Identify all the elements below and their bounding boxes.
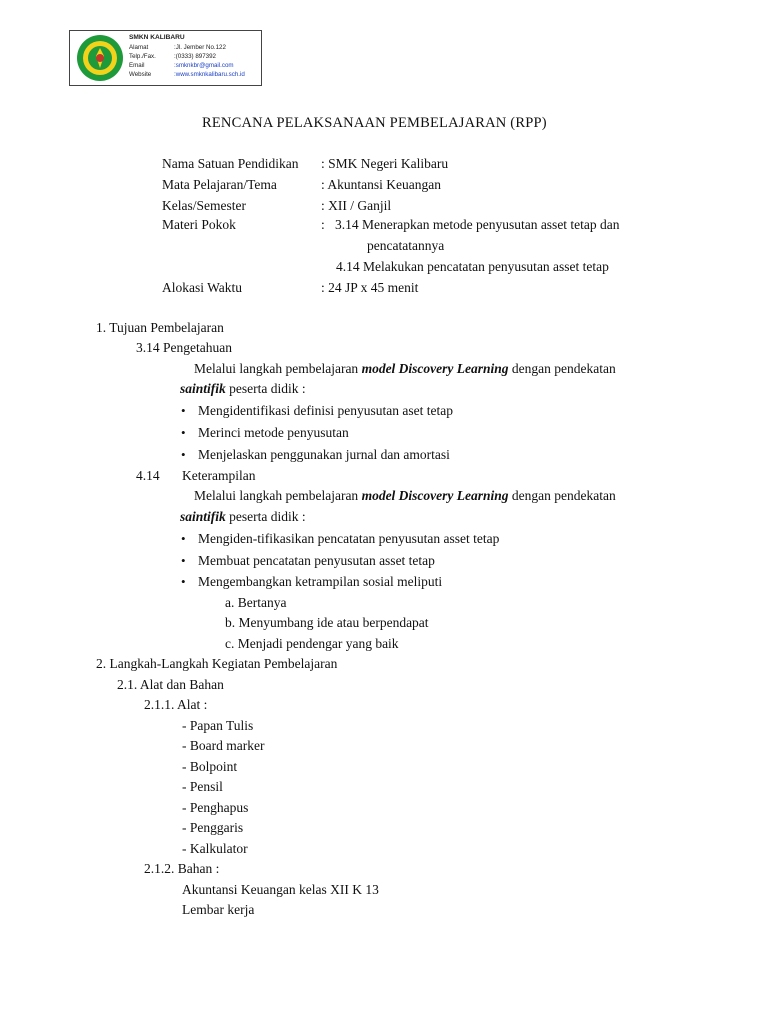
keterampilan-intro (194, 489, 616, 503)
list-item: - Pensil (182, 779, 223, 794)
materi-line-1: 3.14 Menerapkan metode penyusutan asset tetap dan (335, 217, 620, 232)
list-item: - Penghapus (182, 800, 249, 815)
list-item: • Menjelaskan penggunakan jurnal dan amortasi (198, 448, 450, 462)
mapel-label: Mata Pelajaran/Tema (162, 177, 277, 192)
saintifik-word: saintifik (180, 509, 226, 524)
intro-method: model Discovery Learning (361, 361, 509, 376)
alat-heading: 2.1.1. Alat : (144, 697, 208, 712)
peserta-text: peserta didik : (225, 509, 306, 524)
pengetahuan-intro (194, 362, 616, 376)
list-item: • Mengiden-tifikasikan pencatatan penyusutan asset tetap (198, 532, 499, 546)
materi-line-3: 4.14 Melakukan pencatatan penyusutan asset tetap (336, 259, 609, 274)
list-item: - Penggaris (182, 820, 244, 835)
intro-text-pre: Melalui langkah pembelajaran (194, 488, 362, 503)
website-link[interactable]: :www.smknkalibaru.sch.id (174, 71, 245, 78)
intro-text-post: dengan pendekatan (508, 488, 616, 503)
saintifik-word: saintifik (180, 381, 226, 396)
keterampilan-number: 4.14 (136, 468, 160, 483)
pengetahuan-saintifik-line (180, 382, 306, 396)
school-name: SMKN KALIBARU (129, 34, 185, 41)
intro-method: model Discovery Learning (361, 488, 509, 503)
bahan-heading: 2.1.2. Bahan : (144, 861, 220, 876)
school-logo-icon (76, 34, 124, 82)
pengetahuan-heading: 3.14 Pengetahuan (136, 340, 232, 355)
page-title: RENCANA PELAKSANAAN PEMBELAJARAN (RPP) (202, 115, 547, 131)
intro-text-post: dengan pendekatan (508, 361, 616, 376)
list-item: • Merinci metode penyusutan (198, 426, 349, 440)
mapel-value: : Akuntansi Keuangan (321, 177, 441, 192)
list-item: • Membuat pencatatan penyusutan asset tetap (198, 554, 435, 568)
list-item: - Bolpoint (182, 759, 238, 774)
tujuan-heading: 1. Tujuan Pembelajaran (96, 320, 224, 335)
website-label: Website (129, 71, 152, 78)
list-item: Lembar kerja (182, 902, 255, 917)
list-item: - Kalkulator (182, 841, 248, 856)
address-label: Alamat (129, 44, 149, 51)
list-item: • Mengembangkan ketrampilan sosial meliputi (198, 575, 442, 589)
materi-label: Materi Pokok (162, 217, 236, 232)
email-link[interactable]: :smknkbr@gmail.com (174, 62, 234, 69)
list-item: • Mengidentifikasi definisi penyusutan aset tetap (198, 404, 453, 418)
sub-item: b. Menyumbang ide atau berpendapat (225, 615, 429, 630)
kelas-value: : XII / Ganjil (321, 198, 392, 213)
intro-text-pre: Melalui langkah pembelajaran (194, 361, 362, 376)
alokasi-label: Alokasi Waktu (162, 280, 243, 295)
alat-bahan-heading: 2.1. Alat dan Bahan (117, 677, 224, 692)
phone-label: Telp./Fax. (129, 53, 156, 60)
nama-satuan-label: Nama Satuan Pendidikan (162, 156, 299, 171)
materi-line-2: pencatatannya (367, 238, 445, 253)
email-label: Email (129, 62, 145, 69)
alokasi-value: : 24 JP x 45 menit (321, 280, 419, 295)
list-item: - Board marker (182, 738, 265, 753)
keterampilan-heading: Keterampilan (182, 468, 256, 483)
sub-item: c. Menjadi pendengar yang baik (225, 636, 399, 651)
kelas-label: Kelas/Semester (162, 198, 246, 213)
nama-satuan-value: : SMK Negeri Kalibaru (321, 156, 449, 171)
langkah-heading: 2. Langkah-Langkah Kegiatan Pembelajaran (96, 656, 338, 671)
address-value: :Jl. Jember No.122 (174, 44, 226, 51)
phone-value: :(0333) 897392 (174, 53, 216, 60)
keterampilan-saintifik-line (180, 510, 306, 524)
sub-item: a. Bertanya (225, 595, 287, 610)
letterhead (69, 30, 262, 86)
list-item: Akuntansi Keuangan kelas XII K 13 (182, 882, 379, 897)
list-item: - Papan Tulis (182, 718, 254, 733)
materi-colon: : (321, 217, 325, 232)
peserta-text: peserta didik : (225, 381, 306, 396)
